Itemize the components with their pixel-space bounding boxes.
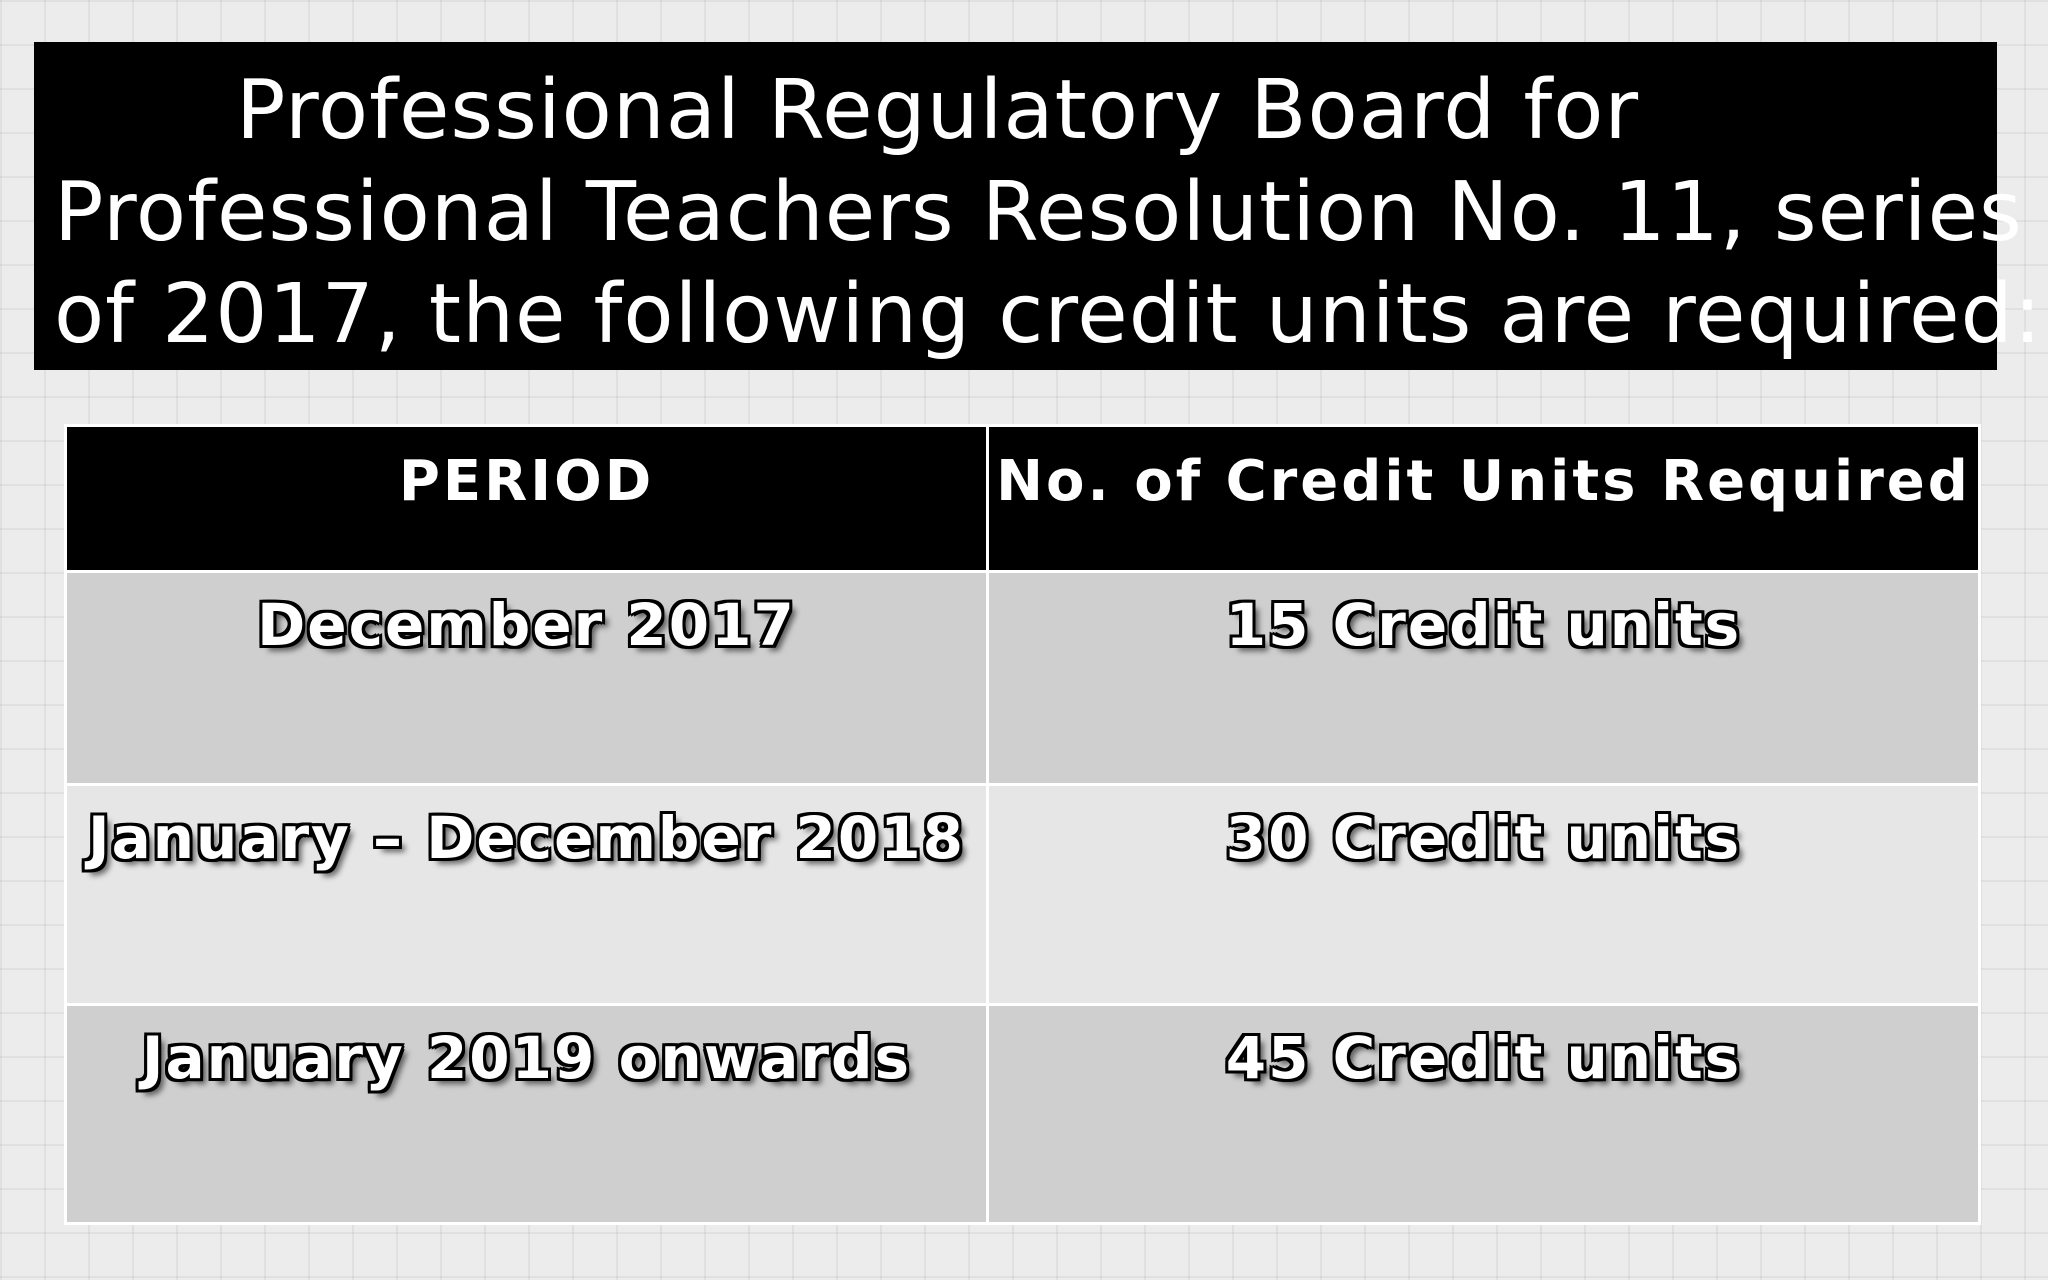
title-line-2: Professional Teachers Resolution No. 11, series — [54, 165, 2023, 260]
table-header-row — [66, 426, 1980, 572]
title-banner — [34, 42, 2043, 370]
header-credit-units: No. of Credit Units Required — [988, 426, 1980, 572]
credit-units-cell: 30 Credit units — [988, 785, 1980, 1004]
period-cell: December 2017 — [66, 572, 988, 785]
header-period: PERIOD — [66, 426, 988, 572]
title-line-3: of 2017, the following credit units are required: — [54, 267, 2043, 362]
period-cell: January 2019 onwards — [66, 1004, 988, 1223]
credit-units-cell: 15 Credit units — [988, 572, 1980, 785]
credit-units-cell: 45 Credit units — [988, 1004, 1980, 1223]
table-row — [66, 572, 1980, 785]
title-line-1: Professional Regulatory Board for — [236, 63, 1640, 158]
table-row — [66, 785, 1980, 1004]
credit-units-table — [64, 424, 1981, 1225]
table-row — [66, 1004, 1980, 1223]
period-cell: January – December 2018 — [66, 785, 988, 1004]
